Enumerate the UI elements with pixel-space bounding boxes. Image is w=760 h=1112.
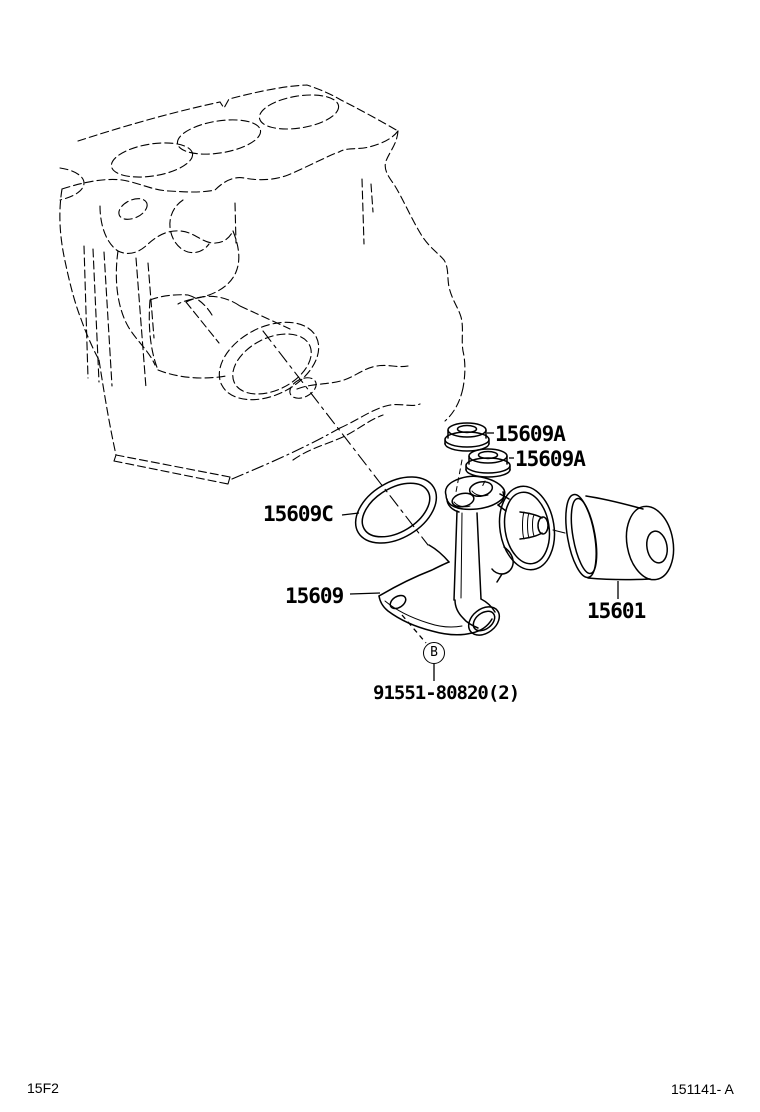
callout-15601: 15601 — [587, 599, 646, 623]
oil-filter-cartridge — [560, 492, 679, 583]
callout-15609: 15609 — [285, 584, 344, 608]
engine-block — [60, 85, 465, 484]
callout-91551-80820: 91551-80820(2) — [373, 682, 520, 704]
bolt-b-marker: B — [423, 642, 445, 664]
o-ring — [344, 463, 448, 556]
footer-figure-code: 151141- A — [671, 1081, 734, 1097]
filter-mount-boss — [186, 296, 332, 415]
callout-15609a-upper: 15609A — [495, 422, 565, 446]
callout-15609c: 15609C — [263, 502, 333, 526]
footer-page-code: 15F2 — [27, 1080, 59, 1096]
oil-filter-bracket — [379, 476, 560, 641]
callout-15609a-lower: 15609A — [515, 447, 585, 471]
